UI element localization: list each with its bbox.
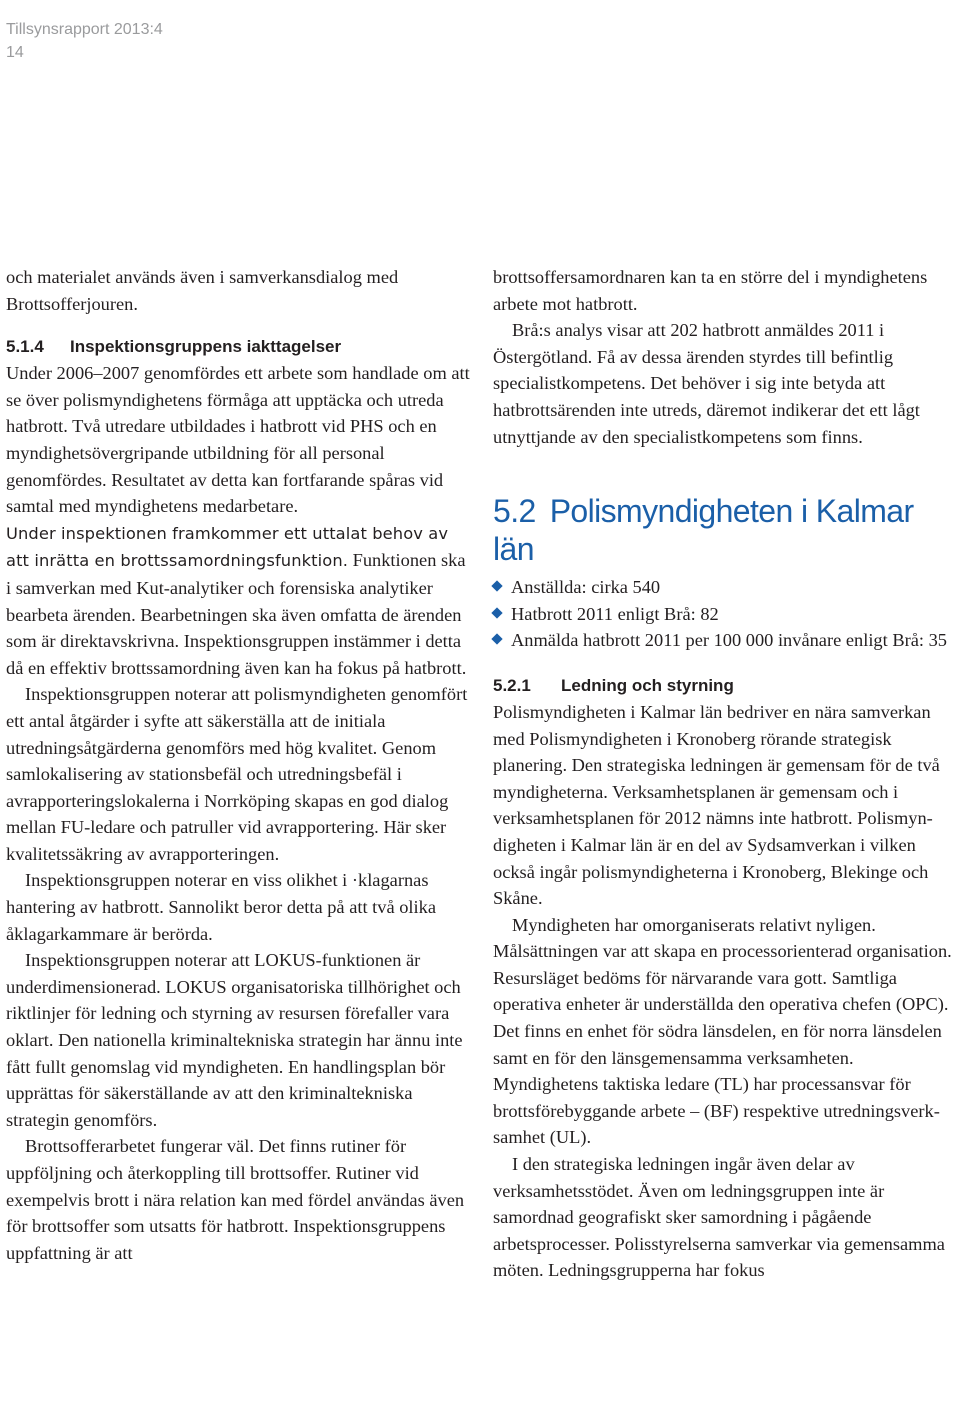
body-paragraph: Inspektionsgruppen noterar en viss olikhet i ·klagarnas hantering av hatbrott. Sannolikt beror detta på att två olika åklagarkammare är berörda.: [6, 870, 437, 944]
chapter-heading-5-2: [493, 492, 955, 568]
subsection-heading-5-2-1: [493, 673, 955, 699]
body-paragraph: Inspektionsgruppen noterar att polismyndigheten genomfört ett antal åtgärder i syfte att säkerställa att de initiala utredningsåtgärderna genomförs med hög kvalitet. Genom samlokalisering av stationsbefäl och utredningsbefäl i avrapporteringslokalerna i Norrköping skapas en god dialog mellan FU-ledare och patruller vid avrapportering. Här sker kvalitetssäkring av avrapporteringen.: [6, 684, 468, 864]
chapter-title: Polismyndigheten i Kalmar län: [493, 493, 914, 568]
page-number: 14: [6, 44, 24, 61]
subsection-title: Ledning och styrning: [561, 675, 734, 695]
body-paragraph: Brå:s analys visar att 202 hatbrott anmäldes 2011 i Östergötland. Få av dessa ärenden styrdes till befintlig specialistkompetens. Det behöver i sig inte betyda att hatbrottsärenden inte utreds, däremot indikerar det ett lågt utnyttjande av den specialistkompetens som finns.: [493, 320, 920, 447]
body-paragraph: Inspektionsgruppen noterar att LOKUS-funktionen är underdimensionerad. LOKUS organisatoriska tillhörighet och riktlinjer för ledning och styrning av resursen förefaller vara oklart. Den nationella kriminaltekniska strategin har ännu inte fått fullt genomslag vid myndigheten. En handlingsplan bör upprättas för säkerställande av att den kriminaltekniska strategin genomförs.: [6, 950, 463, 1130]
facts-list: [493, 574, 955, 654]
list-item-text: Hatbrott 2011 enligt Brå: 82: [511, 603, 719, 624]
body-paragraph: Brottsofferarbetet fungerar väl. Det finns rutiner för uppföljning och återkoppling till brottsoffer. Rutiner vid exempelvis brott i nära relation kan med fördel användas även för brottsoffer som utsatts för hatbrott. Inspektionsgruppens uppfattning är att: [6, 1136, 465, 1263]
subsection-number: 5.2.1: [493, 675, 531, 695]
body-paragraph: [6, 520, 472, 682]
body-paragraph: I den strategiska ledningen ingår även delar av verksamhetsstödet. Även om ledningsgruppen inte är samordnad geografiskt sker samordning i pågående arbetsprocesser. Polisstyrelserna samverkar via gemensamma möten. Ledningsgrupperna har fokus: [493, 1154, 945, 1281]
body-paragraph: brottsoffersamordnaren kan ta en större del i myndighetens arbete mot hatbrott.: [493, 267, 928, 314]
section-number: 5.1.4: [6, 337, 44, 357]
list-item: [493, 627, 955, 654]
list-item: [493, 574, 955, 601]
diamond-bullet-icon: [491, 634, 502, 645]
list-item: [493, 601, 955, 628]
body-paragraph: Polismyndigheten i Kalmar län bedriver en nära samverkan med Polismyndigheten i Kronoberg rörande strategisk planering. Den strategiska ledningen är gemensam för de två myndigheterna. Verksamhetsplanen är gemensam och i verksamhetsplanen för 2012 nämns inte hatbrott. Polismyndigheten i Kalmar län är en del av Sydsamverkan i vilken också ingår polismyndigheterna i Kronoberg, Blekinge och Skåne.: [493, 701, 940, 909]
chapter-number: 5.2: [493, 493, 536, 530]
left-column: [6, 264, 472, 1266]
right-column: [493, 264, 955, 1284]
text-run: Funktionen ska i samverkan med Kut-analytiker och forensiska analytiker bearbeta ärenden. Bearbetningen ska även omfatta de ärenden som är direktavskrivna. Inspektionsgruppen instämmer i detta då en effektiv brottssamordning även kan ha fokus på hatbrott.: [6, 550, 467, 678]
body-paragraph: Myndigheten har omorganiserats relativt nyligen. Målsättningen var att skapa en processorienterad organisation. Resursläget bedöms för närvarande vara gott. Samtliga operativa enheter är underställda den operativa chefen (OPC). Det finns en enhet för södra länsdelen, en för norra länsdelen samt en för den länsgemensamma verksamheten. Myndighetens taktiska ledare (TL) har processansvar för brottsförebyggande arbete – (BF) respektive utredningsverksamhet (UL).: [493, 914, 952, 1148]
sans-text-run: Under inspektionen framkommer ett uttalat behov av att inrätta en brottssamordningsfunktion.: [6, 523, 449, 571]
section-heading-5-1-4: [6, 334, 472, 360]
diamond-bullet-icon: [491, 580, 502, 591]
list-item-text: Anställda: cirka 540: [511, 577, 661, 598]
intro-paragraph: och materialet används även i samverkansdialog med Brottsofferjouren.: [6, 267, 399, 314]
report-title: Tillsynsrapport 2013:4: [6, 21, 163, 38]
list-item-text: Anmälda hatbrott 2011 per 100 000 invånare enligt Brå: 35: [511, 630, 947, 651]
section-title: Inspektionsgruppens iakttagelser: [70, 337, 342, 357]
diamond-bullet-icon: [491, 607, 502, 618]
running-header: [6, 18, 163, 64]
body-paragraph: Under 2006–2007 genomfördes ett arbete som handlade om att se över polismyndighetens förmåga att upptäcka och utreda hatbrott. Två utredare utbildades i hatbrott vid PHS och en myndighetsövergripande utbildning för all personal genomfördes. Resultatet av detta kan fortfarande spåras vid samtal med myndighetens medarbetare.: [6, 363, 470, 517]
